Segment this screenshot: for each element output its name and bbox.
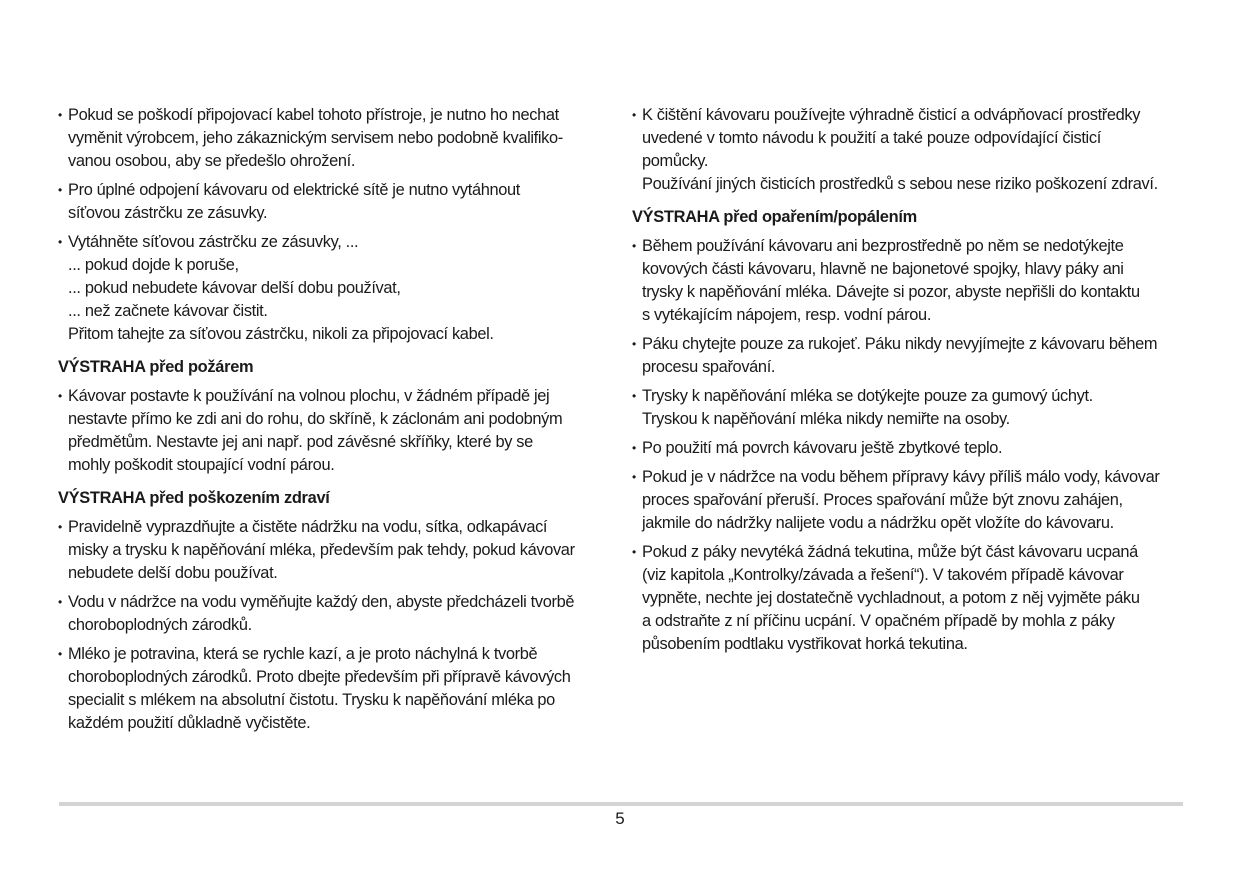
right-column <box>632 104 1192 662</box>
bullet-placement: • Kávovar postavte k používání na volnou plochu, v žádném případě jej nestavte přímo ke zdi ani do rohu, do skříně, k záclonám ani podobným předmětům. Nestavte jej ani např. pod závěsné skříňky, které by se mohly poškodit stoupající vodní párou. <box>58 385 606 477</box>
bullet-lever-handle: • Páku chytejte pouze za rukojeť. Páku nikdy nevyjímejte z kávovaru během procesu spařování. <box>632 333 1192 379</box>
heading-burn-warning: VÝSTRAHA před opařením/popálením <box>632 208 917 226</box>
bullet-disconnect-power: • Pro úplné odpojení kávovaru od elektrické sítě je nutno vytáhnout síťovou zástrčku ze zásuvky. <box>58 179 606 225</box>
bullet-milk-nozzle: • Trysky k napěňování mléka se dotýkejte pouze za gumový úchyt. Tryskou k napěňování mléka nikdy nemiřte na osoby. <box>632 385 1192 431</box>
left-column <box>58 104 606 741</box>
bullet-regular-cleaning: • Pravidelně vyprazdňujte a čistěte nádržku na vodu, sítka, odkapávací misky a trysku k napěňování mléka, především pak tehdy, pokud kávovar nebudete delší dobu používat. <box>58 516 606 585</box>
bullet-cleaning-agents: • K čištění kávovaru používejte výhradně čisticí a odvápňovací prostředky uvedené v tomto návodu k použití a také pouze odpovídající čisticí pomůcky. Používání jiných čisticích prostředků s sebou nese riziko poškození zdraví. <box>632 104 1192 196</box>
bullet-clogged-lever: • Pokud z páky nevytéká žádná tekutina, může být část kávovaru ucpaná (viz kapitola „Kontrolky/závada a řešení“). V takovém případě kávovar vypněte, nechte jej dostatečně vychladnout, a potom z něj vyjměte páku a odstraňte z ní příčinu ucpání. V opačném případě by mohla z páky působením podtlaku vystřikovat horká tekutina. <box>632 541 1192 656</box>
bullet-damaged-cable: • Pokud se poškodí připojovací kabel tohoto přístroje, je nutno ho nechat vyměnit výrobcem, jeho zákaznickým servisem nebo podobně kvalifiko- vanou osobou, aby se předešlo ohrožení. <box>58 104 606 173</box>
bullet-unplug-when: • Vytáhněte síťovou zástrčku ze zásuvky, ... ... pokud dojde k poruše, ... pokud nebudete kávovar delší dobu používat, ... než začnete kávovar čistit. Přitom tahejte za síťovou zástrčku, nikoli za připojovací kabel. <box>58 231 606 346</box>
page-number: 5 <box>615 809 625 828</box>
heading-fire-warning: VÝSTRAHA před požárem <box>58 358 254 376</box>
bullet-low-water: • Pokud je v nádržce na vodu během přípravy kávy příliš málo vody, kávovar proces spařování přeruší. Proces spařování může být znovu zahájen, jakmile do nádržky nalijete vodu a nádržku opět vložíte do kávovaru. <box>632 466 1192 535</box>
bullet-milk-hygiene: • Mléko je potravina, která se rychle kazí, a je proto náchylná k tvorbě choroboplodných zárodků. Proto dbejte především při přípravě kávových specialit s mlékem na absolutní čistotu. Trysku k napěňování mléka po každém použití důkladně vyčistěte. <box>58 643 606 735</box>
bullet-change-water: • Vodu v nádržce na vodu vyměňujte každý den, abyste předcházeli tvorbě choroboplodných zárodků. <box>58 591 606 637</box>
bullet-hot-parts: • Během používání kávovaru ani bezprostředně po něm se nedotýkejte kovových části kávovaru, hlavně ne bajonetové spojky, hlavy páky ani trysky k napěňování mléka. Dávejte si pozor, abyste nepřišli do kontaktu s vytékajícím nápojem, resp. vodní párou. <box>632 235 1192 327</box>
heading-health-warning: VÝSTRAHA před poškozením zdraví <box>58 489 330 507</box>
bullet-residual-heat: • Po použití má povrch kávovaru ještě zbytkové teplo. <box>632 437 1192 460</box>
footer-divider <box>59 802 1183 806</box>
